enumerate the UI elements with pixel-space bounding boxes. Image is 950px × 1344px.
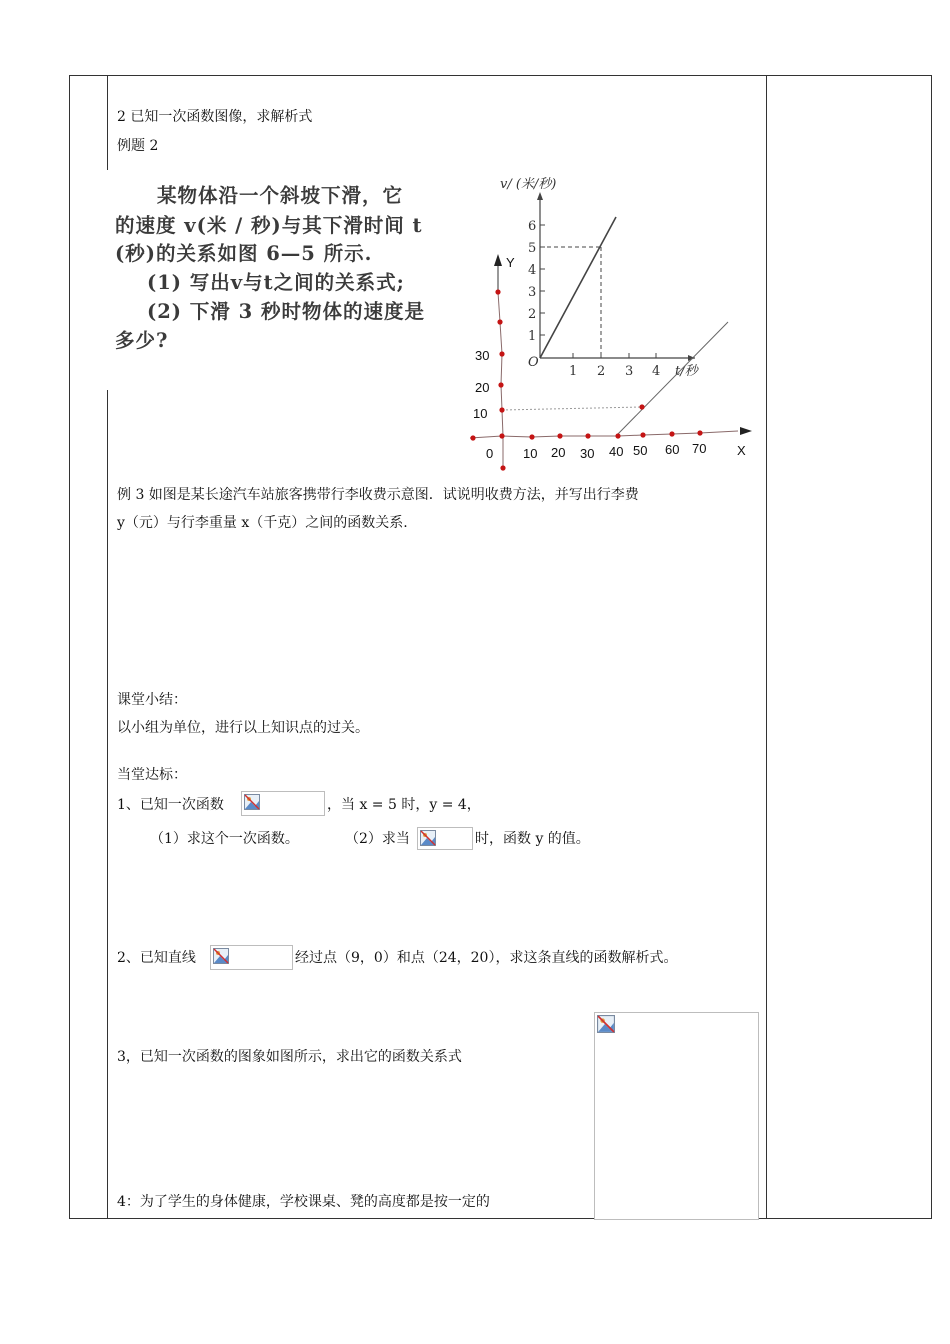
broken-image-icon [420, 830, 436, 846]
problem-scan-image [107, 170, 452, 390]
q1-suffix: ，当 x = 5 时，y = 4， [327, 797, 481, 813]
fee-ytick-20: 20 [475, 380, 490, 395]
q2-line-image [210, 945, 293, 970]
vt-ytick-5: 5 [528, 241, 537, 256]
q3-text: 3，已知一次函数的图象如图所示，求出它的函数关系式 [117, 1049, 462, 1065]
q1-formula-image [241, 791, 325, 816]
section-heading: 2 已知一次函数图像，求解析式 [117, 109, 313, 125]
fee-xtick-70: 70 [692, 441, 707, 456]
example3-line2: y（元）与行李重量 x（千克）之间的函数关系. [117, 515, 408, 531]
vt-xtick-4: 4 [652, 364, 661, 379]
fee-xtick-60: 60 [665, 442, 680, 457]
problem-line-3: (秒)的关系如图 6—5 所示. [115, 242, 373, 265]
vt-xtick-3: 3 [625, 364, 634, 379]
vt-ylabel: v/ (米/秒) [500, 177, 557, 192]
fee-xtick-40: 40 [609, 444, 624, 459]
fee-xlabel: X [737, 443, 746, 458]
luggage-fee-graph [460, 250, 760, 475]
fee-ylabel: Y [506, 255, 515, 270]
table-col-divider-2 [766, 75, 767, 1219]
broken-image-icon [244, 794, 260, 810]
fee-ytick-30: 30 [475, 348, 490, 363]
vt-xlabel: t/秒 [675, 364, 698, 379]
q1-sub-b-suffix: 时，函数 y 的值。 [475, 831, 590, 847]
problem-line-2: 的速度 v(米 / 秒)与其下滑时间 t [115, 214, 423, 237]
fee-ytick-10: 10 [473, 406, 488, 421]
fee-xtick-10: 10 [523, 446, 538, 461]
table-right-border [931, 75, 932, 1219]
vt-ytick-6: 6 [528, 219, 537, 234]
vt-ytick-2: 2 [528, 307, 537, 322]
example3-line1: 例 3 如图是某长途汽车站旅客携带行李收费示意图．试说明收费方法，并写出行李费 [117, 487, 639, 503]
q1-prefix: 1、已知一次函数 [117, 797, 224, 813]
q3-graph-image [594, 1012, 759, 1220]
fee-xtick-30: 30 [580, 446, 595, 461]
problem-line-4: (1) 写出v与t之间的关系式; [147, 271, 405, 294]
q4-text: 4：为了学生的身体健康，学校课桌、凳的高度都是按一定的 [117, 1194, 490, 1210]
example2-label: 例题 2 [117, 138, 159, 154]
q1-sub-a: （1）求这个一次函数。 [150, 831, 299, 847]
problem-line-1: 某物体沿一个斜坡下滑，它 [157, 184, 404, 207]
vt-origin: O [528, 355, 539, 370]
q1-condition-image [417, 827, 473, 850]
practice-title: 当堂达标： [117, 767, 187, 783]
summary-text: 以小组为单位，进行以上知识点的过关。 [117, 720, 369, 736]
fee-xtick-50: 50 [633, 443, 648, 458]
vt-xtick-1: 1 [569, 364, 578, 379]
q2-prefix: 2、已知直线 [117, 950, 196, 966]
table-top-border [69, 75, 932, 76]
table-left-border [69, 75, 70, 1219]
q1-sub-b-prefix: （2）求当 [345, 831, 410, 847]
q2-suffix: 经过点（9，0）和点（24，20），求这条直线的函数解析式。 [295, 950, 678, 966]
vt-xtick-2: 2 [597, 364, 606, 379]
problem-line-6: 多少? [115, 329, 169, 352]
vt-ytick-4: 4 [528, 263, 537, 278]
fee-origin: 0 [486, 446, 494, 461]
vt-ytick-1: 1 [528, 329, 537, 344]
fee-xtick-20: 20 [551, 445, 566, 460]
problem-line-5: (2) 下滑 3 秒时物体的速度是 [147, 300, 425, 323]
vt-ytick-3: 3 [528, 285, 537, 300]
broken-image-icon [597, 1015, 615, 1033]
table-bottom-border [69, 1218, 932, 1219]
summary-title: 课堂小结： [117, 692, 187, 708]
broken-image-icon [213, 948, 229, 964]
